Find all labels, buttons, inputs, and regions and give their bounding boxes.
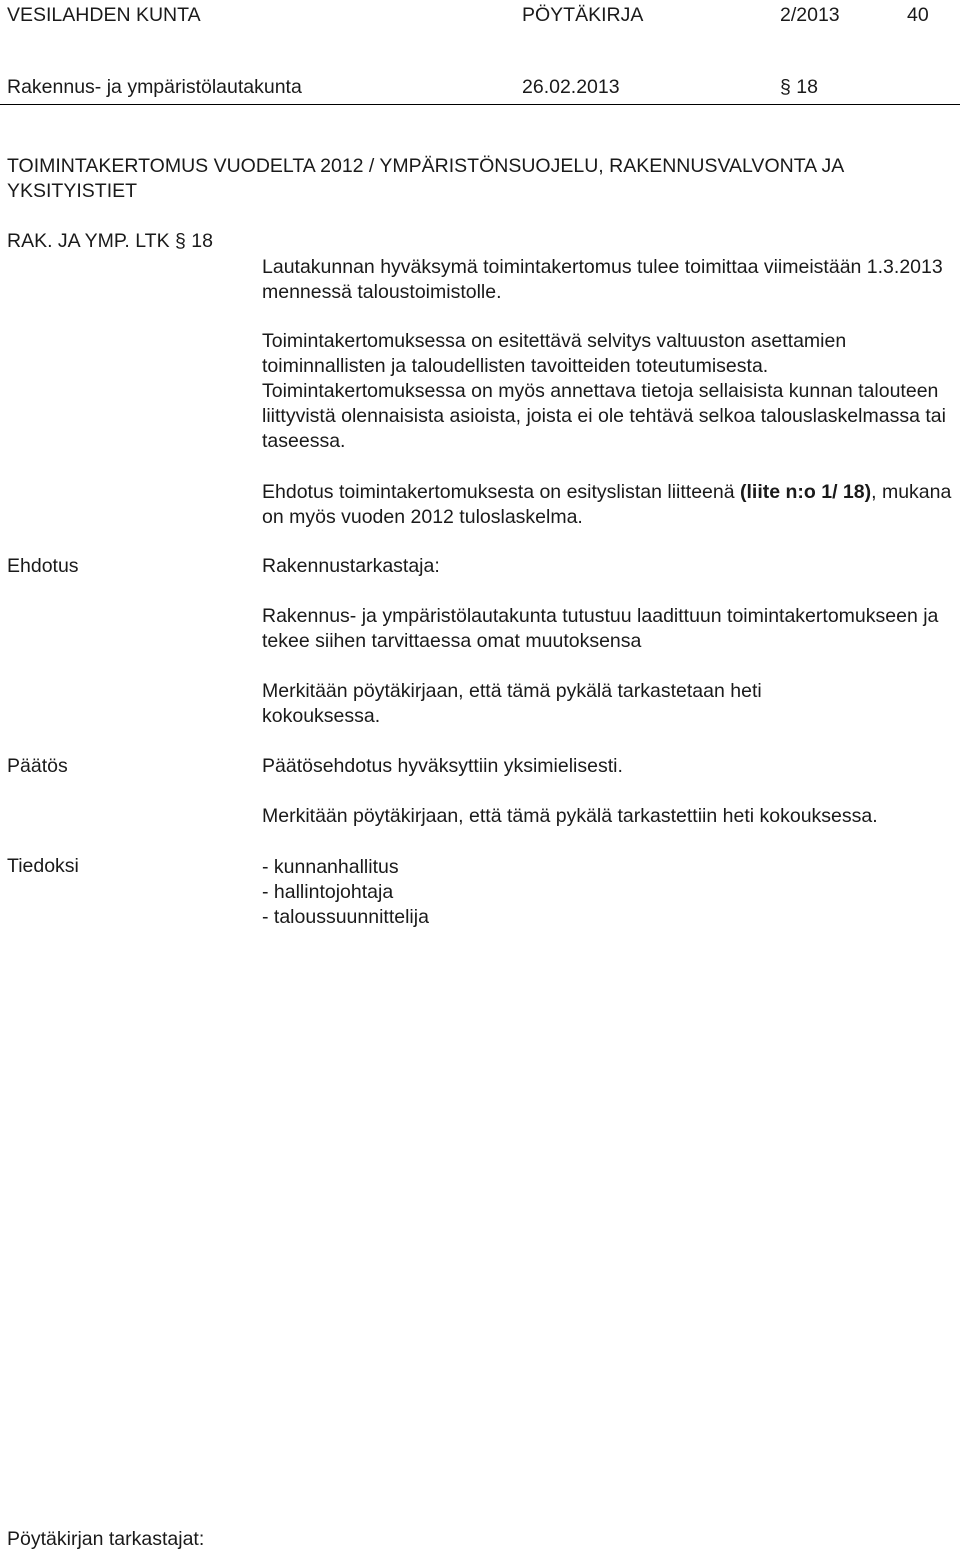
paatos-label: Päätös (7, 755, 68, 777)
document-title: TOIMINTAKERTOMUS VUODELTA 2012 / YMPÄRISTÖNSUOJELU, RAKENNUSVALVONTA JA YKSITYISTIET (7, 155, 844, 202)
recipient-item: - hallintojohtaja (262, 881, 394, 903)
attachment-reference: (liite n:o 1/ 18) (740, 481, 872, 503)
ehdotus-text-1: Rakennus- ja ympäristölautakunta tutustuu laadittuun toimintakertomukseen ja tekee siihen tarvittaessa omat muutoksensa (262, 605, 939, 652)
document-number: 2/2013 (780, 4, 840, 26)
tiedoksi-label: Tiedoksi (7, 855, 79, 877)
reviewers-label: Pöytäkirjan tarkastajat: (7, 1528, 205, 1550)
header-divider (0, 104, 960, 105)
paatos-text-2: Merkitään pöytäkirjaan, että tämä pykälä tarkastettiin heti kokouksessa. (262, 805, 878, 827)
committee-name: Rakennus- ja ympäristölautakunta (7, 76, 302, 98)
recipient-item: - taloussuunnittelija (262, 906, 429, 928)
presenter: Rakennustarkastaja: (262, 555, 440, 577)
body-paragraph-2: Toimintakertomuksessa on esitettävä selvitys valtuuston asettamien toiminnallisten ja taloudellisten tavoitteiden toteutumisesta. Toimintakertomuksessa on myös annettava tietoja sellaisista kunnan talouteen liittyvistä olennaisista asioista, joista ei ole tehtävä selkoa talouslaskelmassa tai taseessa. (262, 330, 946, 452)
document-type: PÖYTÄKIRJA (522, 4, 644, 26)
reference: RAK. JA YMP. LTK § 18 (7, 230, 213, 252)
section-number: § 18 (780, 76, 818, 98)
ehdotus-text-2: Merkitään pöytäkirjaan, että tämä pykälä tarkastetaan heti kokouksessa. (262, 680, 762, 727)
para3-prefix: Ehdotus toimintakertomuksesta on esityslistan liitteenä (262, 481, 740, 503)
body-paragraph-1: Lautakunnan hyväksymä toimintakertomus tulee toimittaa viimeistään 1.3.2013 mennessä taloustoimistolle. (262, 256, 943, 303)
para3-suffix: , mukana on myös vuoden 2012 tuloslaskelma. (262, 481, 952, 528)
body-paragraph-3 (262, 480, 957, 530)
ehdotus-label: Ehdotus (7, 555, 79, 577)
recipient-item: - kunnanhallitus (262, 856, 399, 878)
meeting-date: 26.02.2013 (522, 76, 620, 98)
page-number: 40 (907, 4, 929, 26)
recipient-list (262, 855, 429, 930)
paatos-text-1: Päätösehdotus hyväksyttiin yksimielisesti. (262, 755, 623, 777)
municipality-name: VESILAHDEN KUNTA (7, 4, 201, 26)
